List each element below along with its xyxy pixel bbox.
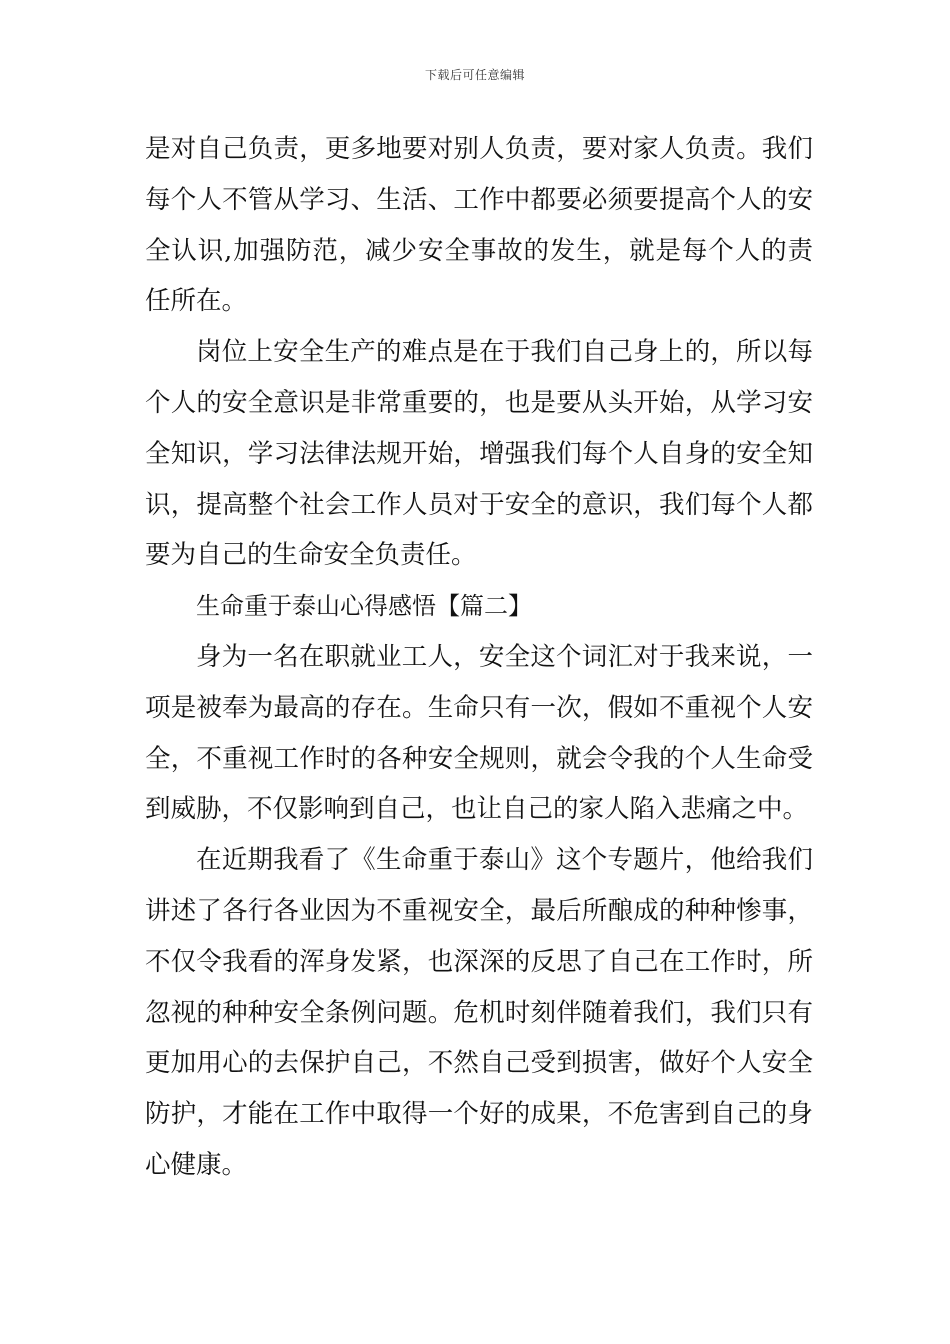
paragraph: 在近期我看了《生命重于泰山》这个专题片，他给我们讲述了各行各业因为不重视安全，最后所酿成的种种惨事，不仅令我看的浑身发紧，也深深的反思了自己在工作时，所忽视的种种安全条例问题。危机时刻伴随着我们，我们只有更加用心的去保护自己，不然自己受到损害，做好个人安全防护，才能在工作中取得一个好的成果，不危害到自己的身心健康。 [145,845,813,1180]
paragraph: 岗位上安全生产的难点是在于我们自己身上的，所以每个人的安全意识是非常重要的，也是要从头开始，从学习安全知识，学习法律法规开始，增强我们每个人自身的安全知识，提高整个社会工作人员对于安全的意识，我们每个人都要为自己的生命安全负责任。 [145,337,813,571]
paragraph-continued: 是对自己负责，更多地要对别人负责，要对家人负责。我们每个人不管从学习、生活、工作中都要必须要提高个人的安全认识,加强防范，减少安全事故的发生，就是每个人的责任所在。 [145,134,813,317]
paragraph: 身为一名在职就业工人，安全这个词汇对于我来说，一项是被奉为最高的存在。生命只有一次，假如不重视个人安全，不重视工作时的各种安全规则，就会令我的个人生命受到威胁，不仅影响到自己，也让自己的家人陷入悲痛之中。 [145,641,813,825]
page-header-note: 下载后可任意编辑 [424,68,525,82]
section-heading: 生命重于泰山心得感悟【篇二】 [196,592,532,621]
document-body [145,124,813,1191]
